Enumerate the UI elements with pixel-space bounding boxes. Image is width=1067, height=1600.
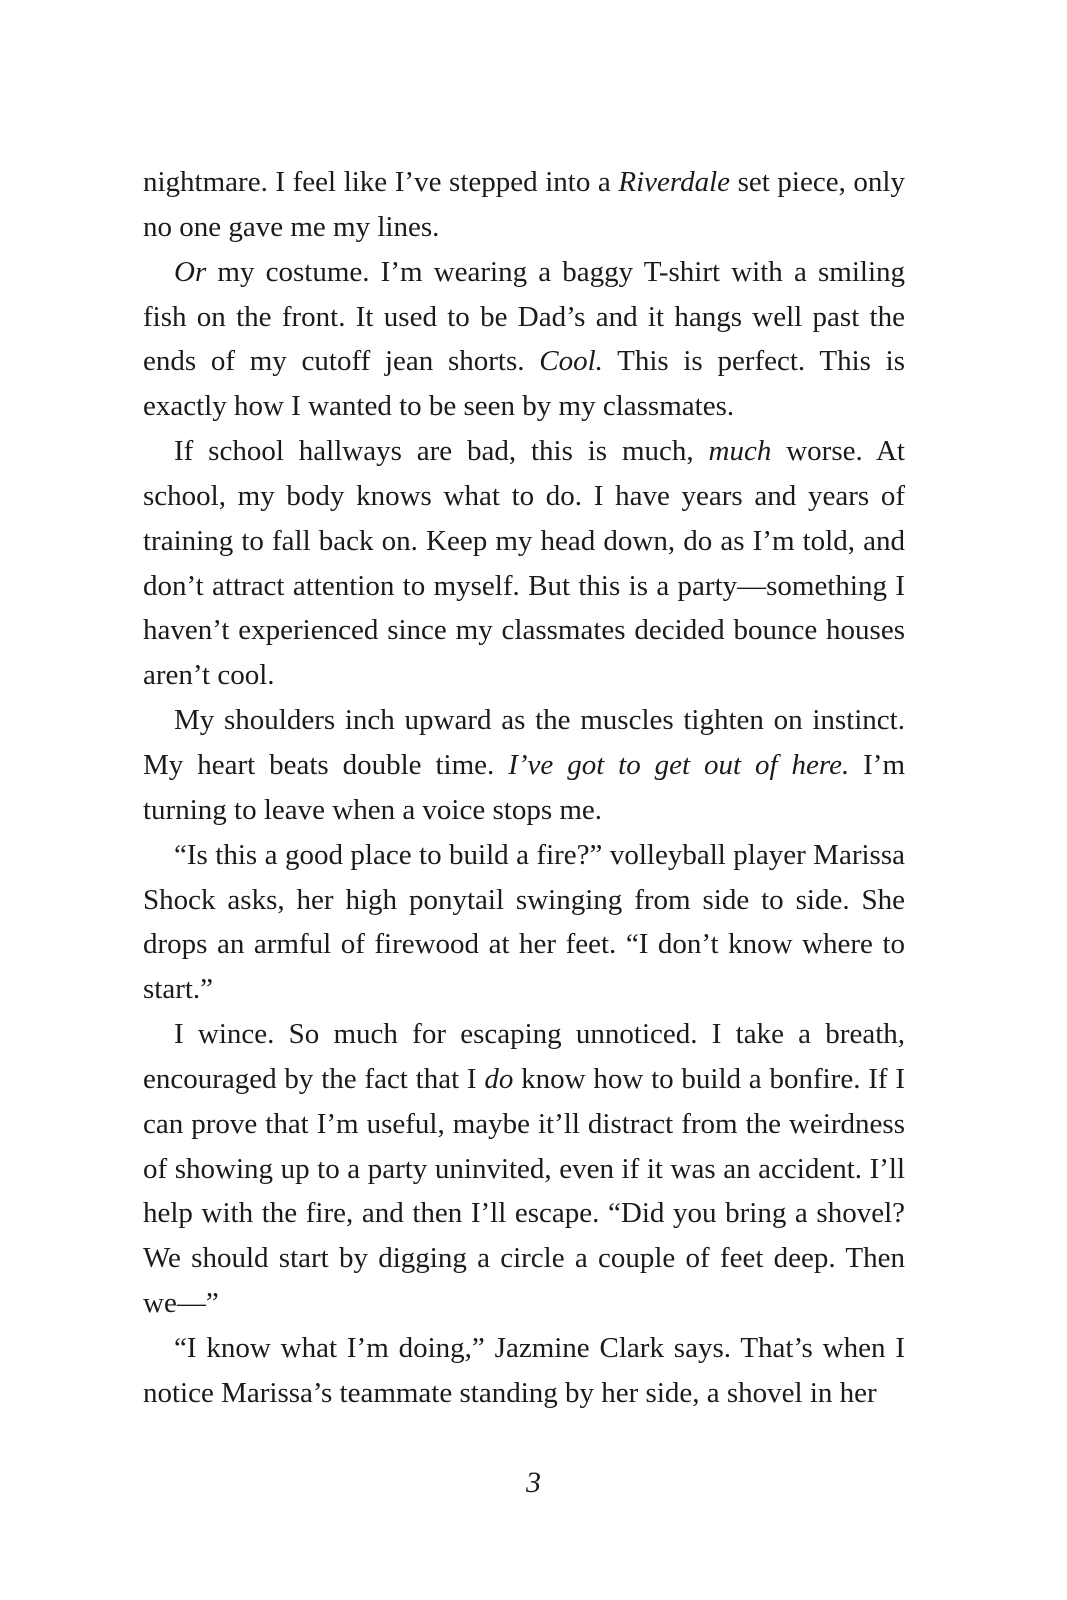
paragraph: Or my costume. I’m wearing a baggy T-shirt with a smiling fish on the front. It used to be Dad’s and it hangs well past the ends of my cutoff jean shorts. Cool. This is perfect. This is exactly how I wanted to be seen by my classmates. (143, 255, 905, 423)
italic-text: I’ve got to get out of here. (508, 748, 850, 781)
italic-text: Riverdale (618, 166, 731, 198)
paragraph: My shoulders inch upward as the muscles tighten on instinct. My heart beats double time. I’ve got to get out of here. I’m turning to leave when a voice stops me. (143, 704, 906, 826)
paragraph: “Is this a good place to build a fire?” volleyball player Marissa Shock asks, her high ponytail swinging from side to side. She drops an armful of firewood at her feet. “I don’t know where to start.” (143, 838, 905, 1006)
italic-text: do (484, 1062, 514, 1095)
italic-text: Or (174, 255, 207, 288)
body-text (143, 160, 905, 1416)
paragraph: If school hallways are bad, this is much, much worse. At school, my body knows what to do. I have years and years of training to fall back on. Keep my head down, do as I’m told, and don’t attract attention to myself. But this is a party—something I haven’t experienced since my classmates decided bounce houses aren’t cool. (143, 435, 905, 692)
paragraph: “I know what I’m doing,” Jazmine Clark says. That’s when I notice Marissa’s teammate standing by her side, a shovel in her (143, 1331, 905, 1409)
italic-text: much (708, 435, 772, 468)
paragraph: I wince. So much for escaping unnoticed. I take a breath, encouraged by the fact that I do know how to build a bonfire. If I can prove that I’m useful, maybe it’ll distract from the weirdness of showing up to a party uninvited, even if it was an accident. I’ll help with the fire, and then I’ll escape. “Did you bring a shovel? We should start by digging a circle a couple of feet deep. Then we—” (143, 1018, 905, 1320)
italic-text: Cool. (539, 345, 603, 378)
paragraph: nightmare. I feel like I’ve stepped into a Riverdale set piece, only no one gave me my lines. (143, 166, 905, 243)
page-number: 3 (526, 1466, 541, 1499)
